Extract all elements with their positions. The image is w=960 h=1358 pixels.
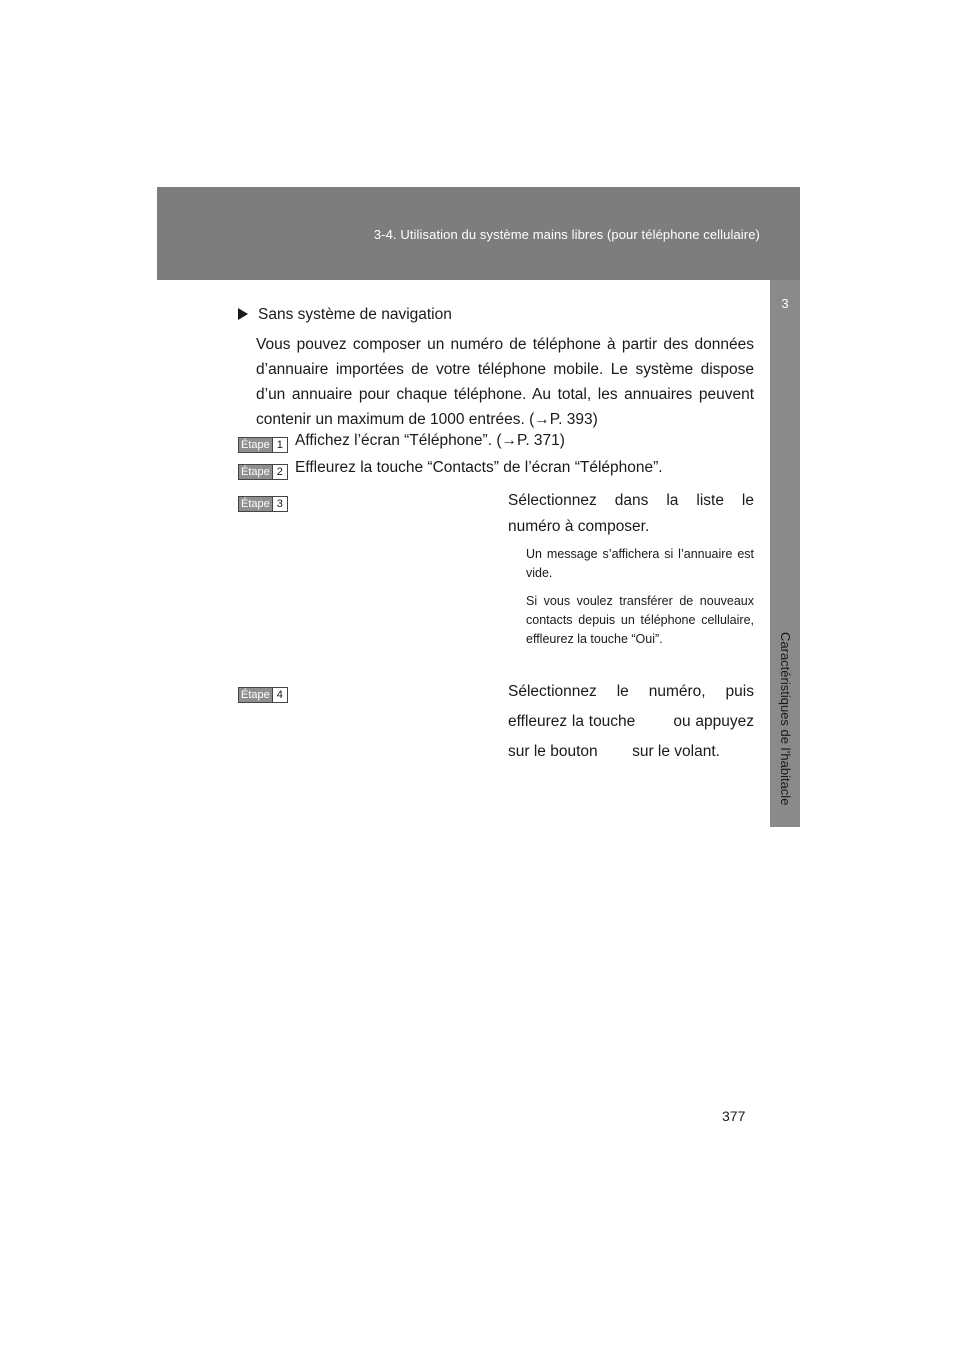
step-number: 4 (272, 688, 287, 702)
intro-paragraph: Vous pouvez composer un numéro de téléphone à partir des données d’annuaire importées de votre téléphone mobile. Le système dispose d’un annuaire pour chaque téléphone. Au total, les annuaires peuvent contenir un maximum de 1000 entrées. (→P. 393) (256, 336, 754, 428)
heading-text: Sans système de navigation (258, 306, 452, 323)
step-3-text: Sélectionnez dans la liste le numéro à composer. (508, 492, 754, 535)
page-number: 377 (722, 1108, 746, 1124)
step-number: 3 (272, 497, 287, 511)
step-2-text: Effleurez la touche “Contacts” de l’écran “Téléphone”. (295, 459, 663, 476)
step-word: Étape (241, 466, 270, 478)
section-title: 3-4. Utilisation du système mains libres (pour téléphone cellulaire) (373, 227, 760, 242)
step-badge-2 (238, 464, 288, 480)
triangle-arrow-icon (238, 308, 248, 320)
section-header (157, 187, 800, 280)
step-word: Étape (241, 498, 270, 510)
step-badge-3 (238, 496, 288, 512)
step-number: 1 (272, 438, 287, 452)
step-badge-1 (238, 437, 288, 453)
note-transfer-contacts: Si vous voulez transférer de nouveaux contacts depuis un téléphone cellulaire, effleurez la touche “Oui”. (526, 594, 754, 646)
step-badge-4 (238, 687, 288, 703)
step-number: 2 (272, 465, 287, 479)
step-4-text: Sélectionnez le numéro, puis effleurez la touche ou appuyez sur le bouton sur le volant. (508, 683, 759, 760)
step-word: Étape (241, 689, 270, 701)
note-empty-phonebook: Un message s’affichera si l’annuaire est vide. (526, 547, 754, 580)
step-1-text: Affichez l’écran “Téléphone”. (→P. 371) (295, 432, 565, 449)
subsection-heading (238, 306, 452, 324)
chapter-label: Caractéristiques de l’habitacle (778, 632, 793, 806)
chapter-number: 3 (781, 296, 789, 311)
step-word: Étape (241, 439, 270, 451)
